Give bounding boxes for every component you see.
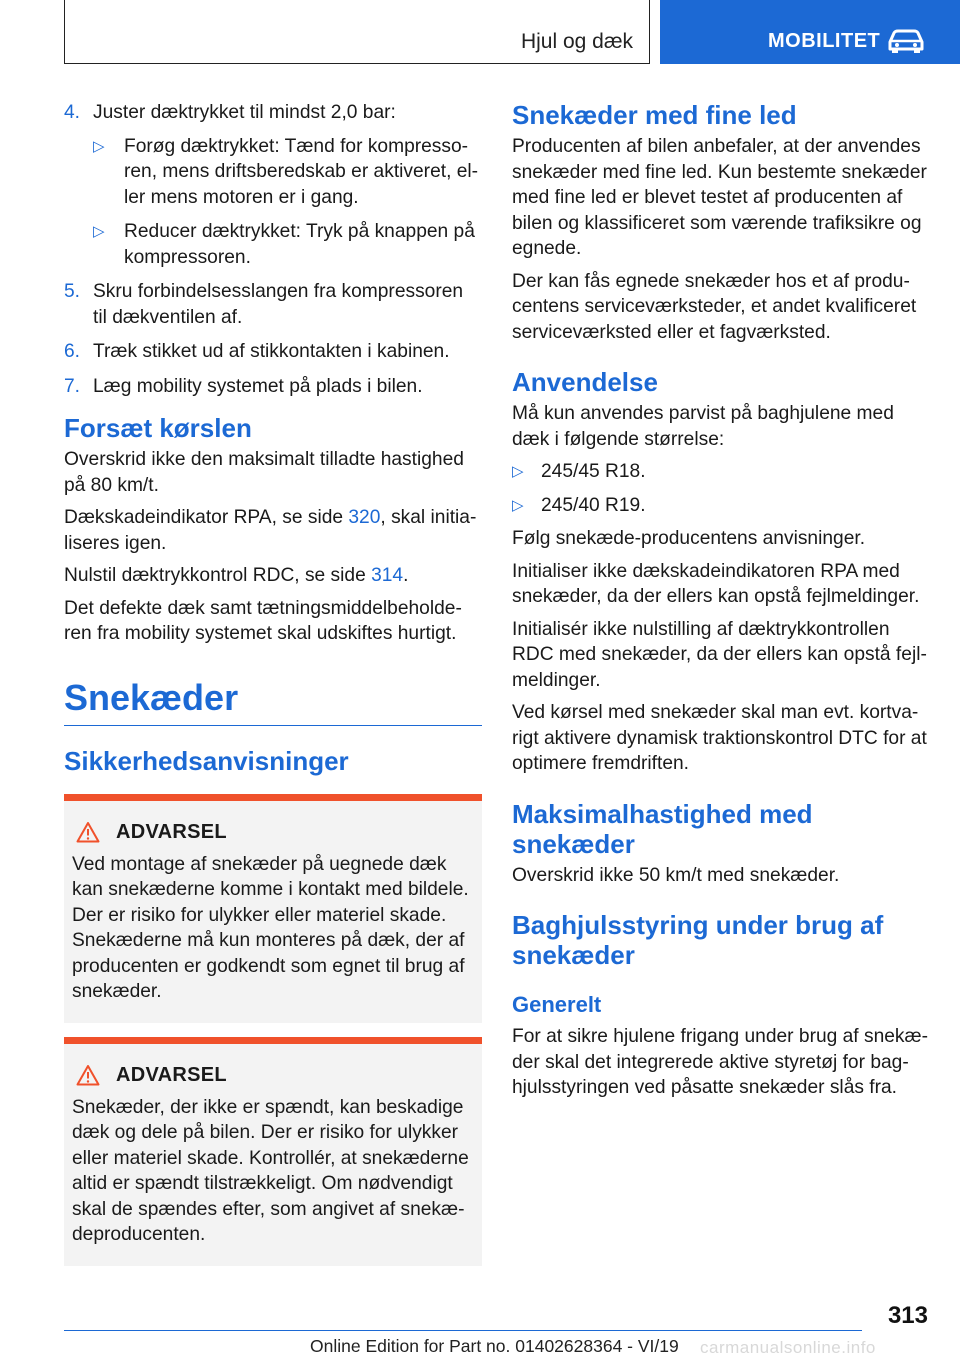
step-text: Juster dæktrykket til mindst 2,0 bar: [93,102,396,123]
page-number: 313 [887,1302,928,1329]
paragraph: Overskrid ikke 50 km/t med snekæder. [512,864,840,886]
sub-step-item [93,219,482,270]
general-heading: Generelt [512,992,602,1017]
list-item-text: 245/45 R18. [541,461,646,482]
warning-title: ADVARSEL [116,1063,227,1086]
warning-text: Snekæder, der ikke er spændt, kan beskadige dæk og dele på bilen. Der er risiko for ulykker eller materiel skade. Kontrollér, at snekæderne altid er spændt tilstrækkeligt. Om nødvendigt skal de spændes efter, som angivet af snekædeproducenten. [72,1096,469,1245]
chapter-heading: Snekæder [64,677,482,726]
step-text: Læg mobility systemet på plads i bilen. [93,375,423,397]
footer-divider [64,1330,862,1331]
fine-links-heading: Snekæder med fine led [512,100,797,130]
triangle-bullet-icon: ▷ [512,463,524,480]
step-number: 6. [64,341,81,362]
continue-heading: Forsæt kørslen [64,413,252,443]
warning-triangle-icon [76,821,100,843]
paragraph: For at sikre hjulene frigang under brug af snekæder skal det integrerede aktive styretøj for baghjulsstyringen ved påsatte snekæder slås fra. [512,1026,928,1098]
text-span: Dækskadeindikator RPA, se side [64,507,349,528]
text-span: , skal initialiseres igen. [64,507,477,554]
warning-box [64,1037,482,1266]
usage-heading: Anvendelse [512,367,658,397]
triangle-bullet-icon: ▷ [93,137,105,155]
paragraph: Må kun anvendes parvist på baghjulene med dæk i følgende størrelse: [512,403,894,450]
paragraph: Initialisér ikke nulstilling af dæktrykkontrollen RDC med snekæder, da der ellers kan opstå fejlmeldinger. [512,618,927,691]
chapter-title: MOBILITET [768,30,881,52]
sub-step-item [93,134,482,211]
triangle-bullet-icon: ▷ [93,223,105,240]
list-item-text: 245/40 R19. [541,494,646,516]
triangle-bullet-icon: ▷ [512,496,524,514]
page-link-314[interactable]: 314 [371,565,404,586]
step-item [64,374,482,400]
chapter-tab[interactable] [660,0,960,64]
list-item [512,493,932,519]
paragraph: Følg snekæde-producentens anvisninger. [512,528,866,549]
step-number: 5. [64,281,81,302]
warning-triangle-icon [76,1064,100,1086]
paragraph: Der kan fås egnede snekæder hos et af producentens serviceværksteder, et andet kvalificeret serviceværksted eller et fagværksted. [512,270,917,343]
safety-heading: Sikkerhedsanvisninger [64,745,349,776]
paragraph: Producenten af bilen anbefaler, at der anvendes snekæder med fine led. Kun bestemte snekæder med fine led er blevet testet af producenten af bilen og klassificeret som værende trafiksikre og egnede. [512,136,927,259]
sub-step-text: Reducer dæktrykket: Tryk på knappen på kompressoren. [124,221,475,268]
text-span: . [403,565,409,586]
sub-step-list [93,134,482,271]
right-column [512,100,932,1108]
paragraph: Overskrid ikke den maksimalt tilladte hastighed på 80 km/t. [64,449,464,496]
step-item [64,279,482,330]
step-number: 7. [64,375,81,397]
sub-step-text: Forøg dæktrykket: Tænd for kompressoren, mens driftsberedskab er aktiveret, eller mens motoren er i gang. [124,135,479,208]
paragraph: Initialiser ikke dækskadeindikatoren RPA med snekæder, da der ellers kan opstå fejlmeldinger. [512,560,920,607]
max-speed-heading: Maksimalhastighed med snekæder [512,798,813,859]
paragraph: Ved kørsel med snekæder skal man evt. kortvarigt aktivere dynamisk traktionskontrol DTC for at optimere fremdriften. [512,702,927,774]
car-icon [886,28,926,54]
paragraph: Det defekte dæk samt tætningsmiddelbeholderen fra mobility systemet skal udskiftes hurtigt. [64,597,462,644]
list-item [512,459,932,485]
header-section-box [64,0,650,64]
watermark: carmanualsonline.info [700,1338,876,1357]
step-list [64,100,482,399]
page-link-320[interactable]: 320 [348,507,381,528]
step-text: Skru forbindelsesslangen fra kompressoren til dækventilen af. [93,281,464,328]
tire-size-list [512,459,932,518]
step-text: Træk stikket ud af stikkontakten i kabinen. [93,341,450,362]
step-item [64,339,482,365]
rear-steering-heading: Baghjulsstyring under brug af snekæder [512,910,884,970]
warning-text: Ved montage af snekæder på uegnede dæk kan snekæderne komme i kontakt med bildele. Der er risiko for ulykker eller materiel skade. Snekæderne må kun monteres på dæk, der af producenten er godkendt som egnet til brug af snekæder. [72,853,469,1002]
step-number: 4. [64,102,81,123]
edition-text: Online Edition for Part no. 01402628364 - VI/19 [310,1336,679,1356]
paragraph [64,505,482,556]
step-item [64,100,482,270]
warning-header [72,821,472,844]
warning-title: ADVARSEL [116,820,227,843]
left-column [64,100,482,1280]
text-span: Nulstil dæktrykkontrol RDC, se side [64,565,372,586]
warning-header [72,1064,472,1087]
section-title: Hjul og dæk [520,30,633,53]
warning-box [64,794,482,1023]
paragraph [64,563,482,589]
